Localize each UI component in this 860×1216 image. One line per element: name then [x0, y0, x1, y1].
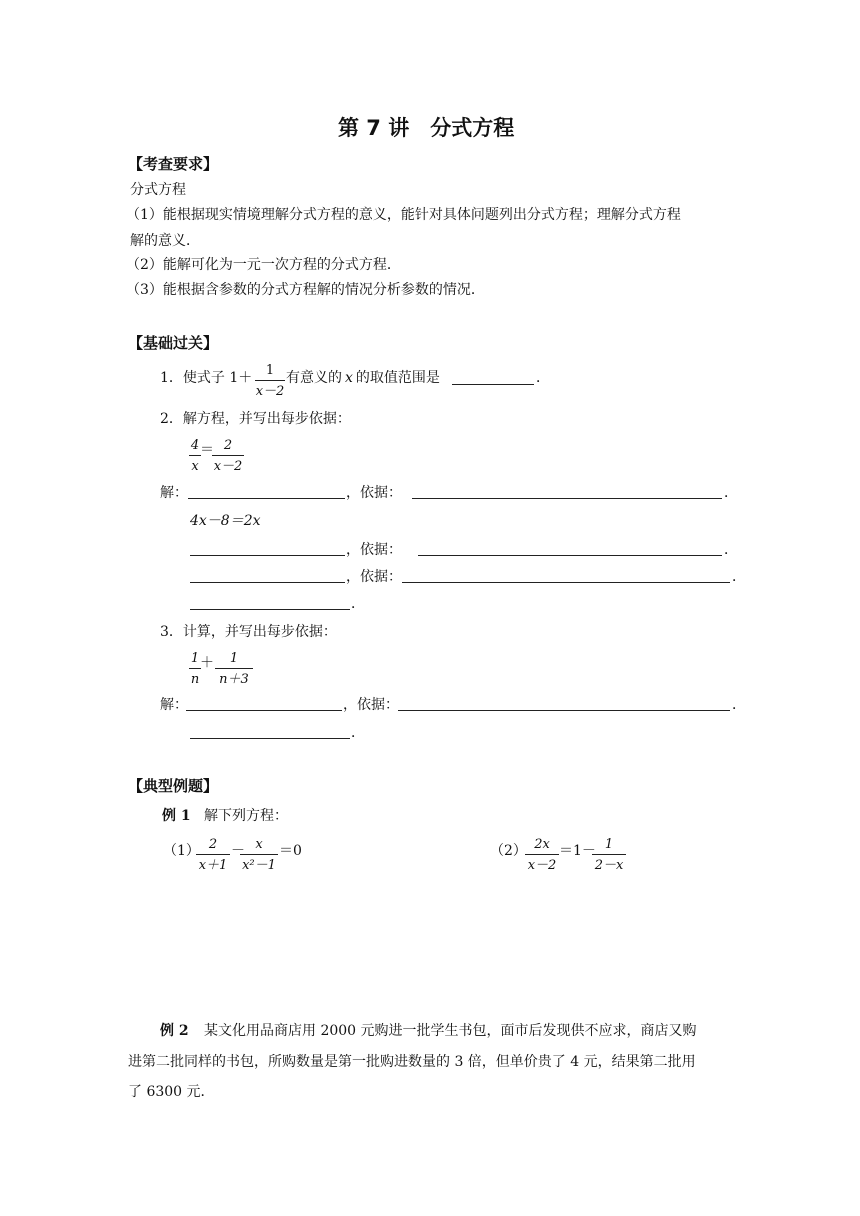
- fraction-bar: [525, 854, 559, 855]
- section-heading-examples: 【典型例题】: [128, 777, 219, 795]
- fraction-numerator: 1: [265, 363, 275, 378]
- q2-step4-blank[interactable]: [190, 582, 345, 583]
- fraction-denominator: x－2: [255, 384, 285, 399]
- fraction-denominator: 2－x: [594, 858, 624, 873]
- requirement-item: （2）能解可化为一元一次方程的分式方程．: [126, 257, 401, 273]
- q2-period: ．: [724, 485, 738, 501]
- q2-right-fraction: [212, 439, 244, 473]
- example1-part1-label: （1）: [163, 843, 200, 859]
- example2-line: 了 6300 元．: [128, 1084, 215, 1100]
- section-heading-requirements: 【考查要求】: [128, 155, 219, 173]
- example1-part2-rhs: ＝1－: [559, 843, 596, 859]
- example1-part1-fraction2: [240, 838, 278, 872]
- q1-suffix-a: 有意义的: [286, 370, 342, 386]
- requirement-item: （3）能根据含参数的分式方程解的情况分析参数的情况．: [126, 282, 485, 298]
- q1-suffix-b: 的取值范围是: [355, 370, 440, 386]
- fraction-denominator: x: [191, 459, 199, 474]
- fraction-denominator: n: [190, 672, 200, 687]
- fraction-bar: [255, 380, 285, 381]
- q2-equals: ＝: [200, 442, 214, 458]
- q2-basis-label: ，依据：: [346, 542, 402, 558]
- fraction-denominator: x＋1: [198, 858, 228, 873]
- q2-basis-label: ，依据：: [346, 485, 402, 501]
- fraction-bar: [240, 854, 278, 855]
- fraction-bar: [212, 455, 244, 456]
- fraction-numerator: 1: [604, 837, 614, 852]
- fraction-denominator: x²－1: [242, 858, 276, 873]
- page-title: 第 7 讲 分式方程: [338, 116, 515, 140]
- q2-step2-equation: 4x－8＝2x: [190, 513, 261, 529]
- q2-period: ．: [351, 596, 365, 612]
- q2-prompt: 2．解方程，并写出每步依据：: [160, 411, 351, 427]
- q2-period: ．: [724, 542, 738, 558]
- q3-period: ．: [732, 697, 746, 713]
- q2-period: ．: [732, 569, 746, 585]
- example1-part2-fraction2: [592, 838, 626, 872]
- fraction-denominator: x－2: [213, 459, 243, 474]
- example1-part1-fraction1: [196, 838, 230, 872]
- q3-plus: ＋: [200, 655, 214, 671]
- fraction-denominator: n＋3: [219, 672, 249, 687]
- fraction-numerator: x: [255, 837, 263, 852]
- q3-solve-label: 解：: [160, 697, 188, 713]
- example2-line: 进第二批同样的书包，所购数量是第一批购进数量的 3 倍，但单价贵了 4 元，结果第二批用: [128, 1054, 696, 1070]
- fraction-bar: [196, 854, 230, 855]
- requirement-item: 解的意义．: [130, 233, 200, 249]
- q2-basis4-blank[interactable]: [402, 582, 730, 583]
- q3-basis1-blank[interactable]: [398, 710, 730, 711]
- example2-label: 例 2: [160, 1023, 189, 1039]
- q3-basis-label: ，依据：: [343, 697, 399, 713]
- q2-basis-label: ，依据：: [346, 569, 402, 585]
- q3-period: ．: [351, 725, 365, 741]
- q3-step1-blank[interactable]: [186, 710, 342, 711]
- q3-fraction-b: [215, 652, 253, 686]
- fraction-bar: [592, 854, 626, 855]
- example2-line: 某文化用品商店用 2000 元购进一批学生书包，面市后发现供不应求，商店又购: [204, 1023, 697, 1039]
- fraction-bar: [215, 668, 253, 669]
- example1-part1-minus: －: [231, 843, 245, 859]
- example1-part2-label: （2）: [490, 843, 527, 859]
- q3-step2-blank[interactable]: [190, 738, 350, 739]
- q2-step1-blank[interactable]: [188, 498, 345, 499]
- fraction-numerator: 4: [190, 438, 200, 453]
- fraction-numerator: 1: [190, 651, 200, 666]
- fraction-denominator: x－2: [527, 858, 557, 873]
- q1-period: ．: [536, 370, 550, 386]
- q1-prefix: 1．使式子 1＋: [160, 370, 253, 386]
- fraction-numerator: 2x: [534, 837, 550, 852]
- q3-prompt: 3．计算，并写出每步依据：: [160, 624, 337, 640]
- q1-fraction: [255, 364, 285, 398]
- example1-part2-fraction1: [525, 838, 559, 872]
- example1-text: 解下列方程：: [204, 808, 288, 824]
- requirements-topic: 分式方程: [130, 182, 186, 198]
- fraction-numerator: 2: [208, 837, 218, 852]
- q2-basis3-blank[interactable]: [418, 555, 722, 556]
- q2-basis1-blank[interactable]: [412, 498, 722, 499]
- example1-label: 例 1: [162, 808, 191, 824]
- fraction-numerator: 2: [223, 438, 233, 453]
- fraction-numerator: 1: [229, 651, 239, 666]
- example1-part1-rhs: ＝0: [279, 843, 302, 859]
- section-heading-basics: 【基础过关】: [128, 334, 219, 352]
- q1-variable: x: [345, 370, 353, 386]
- q2-solve-label: 解：: [160, 485, 188, 501]
- q2-step5-blank[interactable]: [190, 609, 350, 610]
- q1-answer-blank[interactable]: [452, 384, 534, 385]
- requirement-item: （1）能根据现实情境理解分式方程的意义，能针对具体问题列出分式方程；理解分式方程: [126, 207, 681, 223]
- q1-text: [286, 371, 440, 385]
- q2-step3-blank[interactable]: [190, 555, 345, 556]
